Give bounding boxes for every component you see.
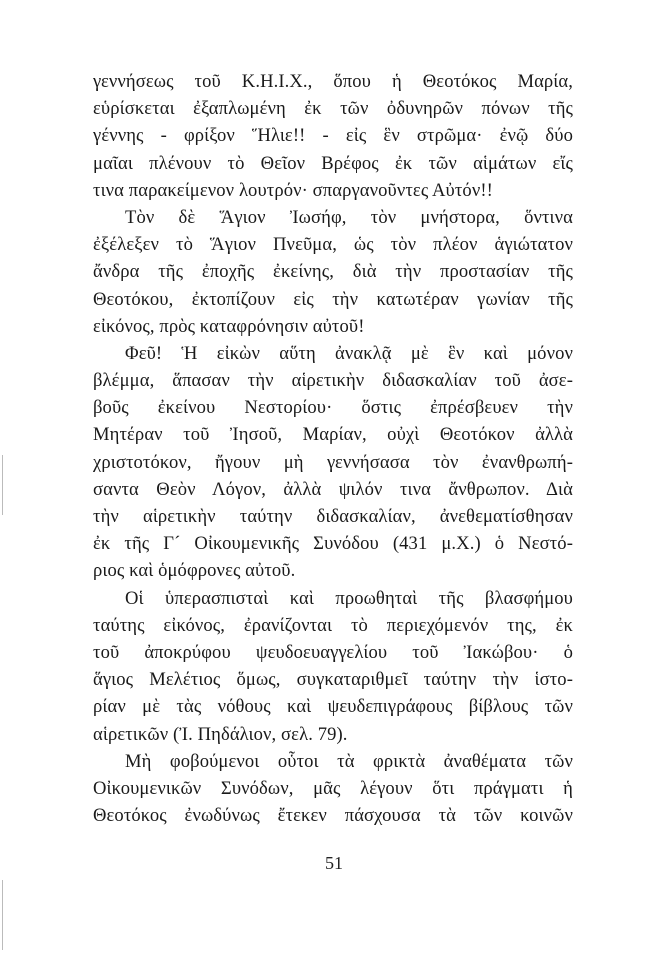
text-line: βοῦς ἐκείνου Νεστορίου· ὅστις ἐπρέσβευεν τὴν	[93, 397, 573, 419]
text-line: Θεοτόκου, ἐκτοπίζουν εἰς τὴν κατωτέραν γωνίαν τῆς	[93, 288, 573, 310]
text-line: τινα παρακείμενον λουτρόν· σπαργανοῦντες Αὐτόν!!	[93, 179, 493, 201]
scan-edge-mark	[2, 880, 3, 950]
text-line: βλέμμα, ἅπασαν τὴν αἱρετικὴν διδασκαλίαν τοῦ ἀσε-	[93, 370, 573, 392]
text-line: ταύτης εἰκόνος, ἐρανίζονται τὸ περιεχόμενόν της, ἐκ	[93, 614, 573, 636]
text-line: Οἰκουμενικῶν Συνόδων, μᾶς λέγουν ὅτι πράγματι ἡ	[93, 777, 573, 799]
text-line: Φεῦ! Ἡ εἰκὼν αὕτη ἀνακλᾷ μὲ ἓν καὶ μόνον	[125, 342, 573, 364]
body-text	[93, 68, 573, 829]
text-line: ρίαν μὲ τὰς νόθους καὶ ψευδεπιγράφους βίβλους τῶν	[93, 696, 573, 718]
text-line: εἰκόνος, πρὸς καταφρόνησιν αὐτοῦ!	[93, 315, 365, 337]
text-line: τὴν αἱρετικὴν ταύτην διδασκαλίαν, ἀνεθεματίσθησαν	[93, 506, 573, 527]
text-line: ἐκ τῆς Γ´ Οἰκουμενικῆς Συνόδου (431 μ.Χ.) ὁ Νεστό-	[93, 533, 573, 555]
text-line: Θεοτόκος ἐνωδύνως ἔτεκεν πάσχουσα τὰ τῶν κοινῶν	[93, 805, 573, 827]
text-line: μαῖαι πλένουν τὸ Θεῖον Βρέφος ἐκ τῶν αἱμάτων εἴς	[93, 152, 573, 174]
text-line: Οἱ ὑπερασπισταὶ καὶ προωθηταὶ τῆς βλασφήμου	[125, 587, 573, 609]
text-line: τοῦ ἀποκρύφου ψευδοευαγγελίου τοῦ Ἰακώβου· ὁ	[93, 641, 573, 663]
text-line: γεννήσεως τοῦ Κ.Η.Ι.Χ., ὅπου ἡ Θεοτόκος Μαρία,	[93, 71, 573, 92]
text-line: γέννης - φρίξον Ἥλιε!! - εἰς ἓν στρῶμα· ἐνῷ δύο	[93, 125, 573, 147]
text-line: ἄνδρα τῆς ἐποχῆς ἐκείνης, διὰ τὴν προστασίαν τῆς	[93, 261, 573, 283]
text-line: ἐξέλεξεν τὸ Ἅγιον Πνεῦμα, ὡς τὸν πλέον ἁγιώτατον	[93, 234, 573, 256]
text-line: Μὴ φοβούμενοι οὗτοι τὰ φρικτὰ ἀναθέματα τῶν	[125, 750, 573, 772]
text-line: εὑρίσκεται ἐξαπλωμένη ἐκ τῶν ὀδυνηρῶν πόνων τῆς	[93, 98, 573, 120]
scan-edge-mark	[2, 455, 3, 515]
page-number: 51	[325, 853, 343, 873]
text-line: χριστοτόκον, ἤγουν μὴ γεννήσασα τὸν ἐνανθρωπή-	[93, 451, 573, 473]
text-line: ριος καὶ ὁμόφρονες αὐτοῦ.	[93, 560, 296, 582]
text-line: αἱρετικῶν (Ἰ. Πηδάλιον, σελ. 79).	[93, 723, 348, 745]
text-line: σαντα Θεὸν Λόγον, ἀλλὰ ψιλόν τινα ἄνθρωπον. Διὰ	[93, 478, 573, 500]
text-line: Μητέραν τοῦ Ἰησοῦ, Μαρίαν, οὐχὶ Θεοτόκον ἀλλὰ	[93, 424, 573, 446]
text-line: Τὸν δὲ Ἅγιον Ἰωσήφ, τὸν μνήστορα, ὅντινα	[125, 206, 573, 228]
text-line: ἅγιος Μελέτιος ὅμως, συγκαταριθμεῖ ταύτην τὴν ἱστο-	[93, 669, 573, 691]
